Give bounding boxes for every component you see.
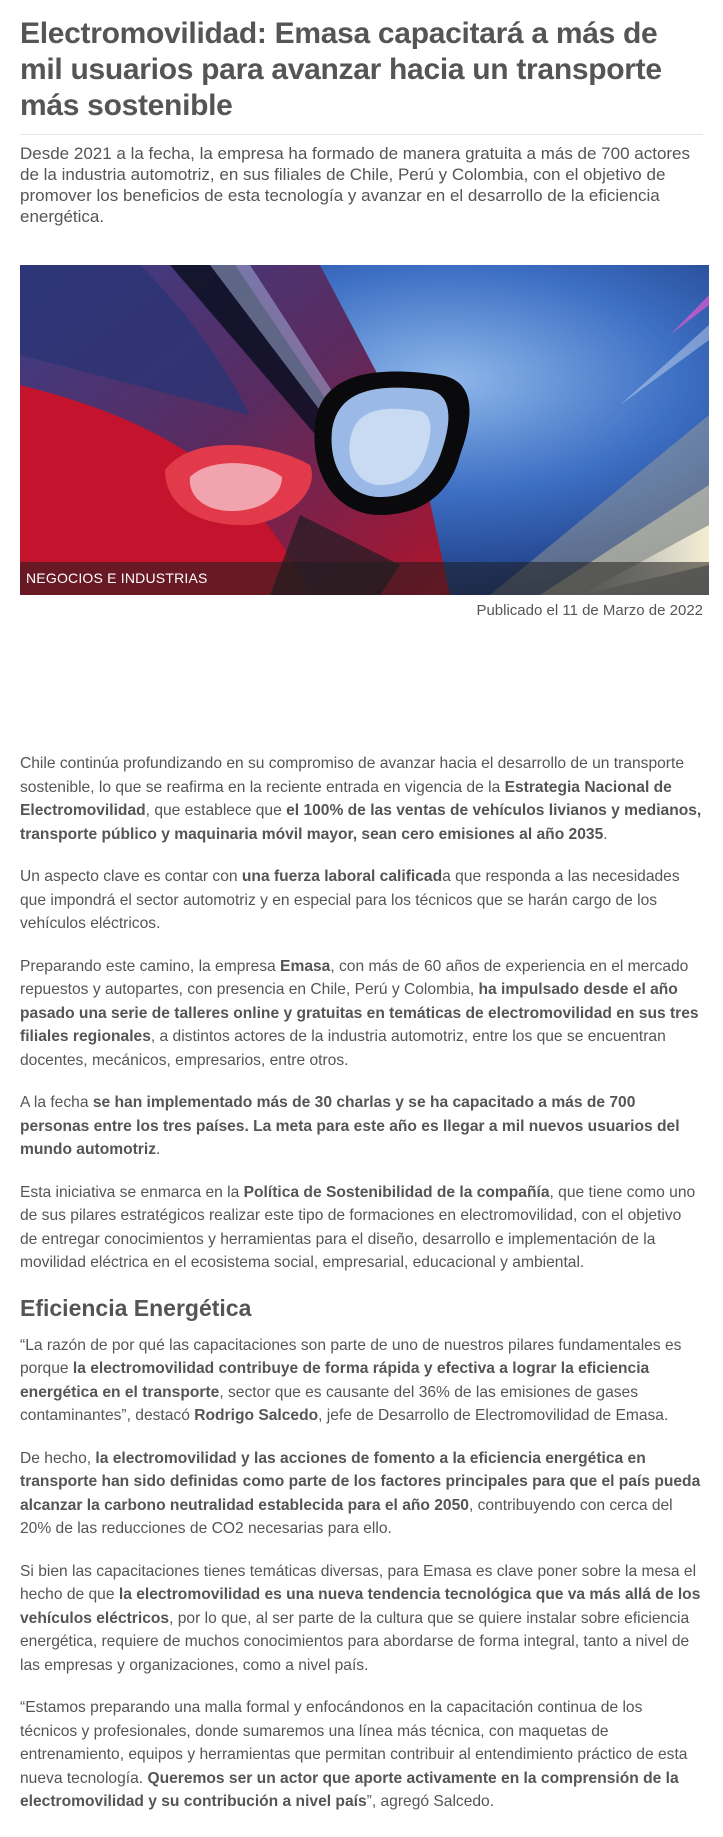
text: , contribuyendo con cerca del 20% de las reducciones de CO2 necesarias para ello. [20,1496,673,1537]
text: “Estamos preparando una malla formal y enfocándonos en la capacitación continua de los técnicos y profesionales, donde sumaremos una línea más técnica, con maquetas de entrenamiento, equipos y herramientas que permitan contribuir al entendimiento práctico de esta nueva tecnología. [20,1699,688,1787]
bold-text: Política de Sostenibilidad de la compañía [243,1183,550,1201]
bold-text: la electromovilidad es una nueva tendencia tecnológica que va más allá de los vehículos eléctricos [20,1586,701,1627]
text: Esta iniciativa se enmarca en la [20,1183,244,1201]
paragraphs-before [20,752,703,1275]
text: , jefe de Desarrollo de Electromovilidad de Emasa. [318,1407,669,1424]
article-body [20,752,703,1814]
paragraph [20,1447,703,1541]
category-label[interactable]: NEGOCIOS E INDUSTRIAS [20,562,709,595]
paragraphs-after [20,1334,703,1814]
text: , que tiene como uno de sus pilares estratégicos realizar este tipo de formaciones en electromovilidad, con el objetivo de entregar conocimientos y herramientas para el diseño, desarrollo e implementación de la movilidad eléctrica en el ecosistema social, empresarial, educacional y ambiental. [20,1183,696,1271]
paragraph [20,1560,703,1678]
paragraph [20,865,703,936]
paragraph [20,1181,703,1275]
text: Si bien las capacitaciones tienes temáticas diversas, para Emasa es clave poner sobre la mesa el hecho de que [20,1562,697,1603]
text: Chile continúa profundizando en su compromiso de avanzar hacia el desarrollo de un transporte sostenible, lo que se reafirma en la reciente entrada en vigencia de la [20,755,684,796]
bold-text: una fuerza laboral calificad [241,868,443,885]
paragraph [20,1696,703,1814]
published-date: Publicado el 11 de Marzo de 2022 [476,602,703,619]
paragraph [20,955,703,1073]
text: Un aspecto clave es contar con [20,868,242,885]
article-lead: Desde 2021 a la fecha, la empresa ha formado de manera gratuita a más de 700 actores de la industria automotriz, en sus filiales de Chile, Perú y Colombia, con el objetivo de promover los beneficios de esta tecnología y avanzar en el desarrollo de la eficiencia energética. [20,144,691,226]
text: , por lo que, al ser parte de la cultura que se quiere instalar sobre eficiencia energética, requiere de muchos conocimientos para abordarse de forma integral, tanto a nivel de las empresas y organizaciones, como a nivel país. [20,1609,690,1674]
bold-text: Emasa [280,957,331,975]
car-mirror-image [20,265,709,595]
text: A la fecha [20,1094,93,1111]
text: Preparando este camino, la empresa [20,957,281,975]
article-title: Electromovilidad: Emasa capacitará a más de mil usuarios para avanzar hacia un transporte más sostenible [20,16,703,135]
bold-text: Estrategia Nacional de Electromovilidad [20,778,672,819]
text: ”, agregó Salcedo. [366,1793,495,1810]
text: , que establece que [145,802,287,819]
bold-text: se han implementado más de 30 charlas y se ha capacitado a más de 700 personas entre los tres países. La meta para este año es llegar a mil nuevos usuarios del mundo automotriz [20,1094,680,1158]
paragraph [20,1334,703,1428]
bold-text: el 100% de las ventas de vehículos livianos y medianos, transporte público y maquinaria móvil mayor, sean cero emisiones al año 2035 [20,802,702,843]
bold-text: ha impulsado desde el año pasado una serie de talleres online y gratuitas en temáticas de electromovilidad en sus tres filiales regionales [20,981,699,1045]
section-heading: Eficiencia Energética [20,1294,252,1321]
text: . [156,1141,161,1158]
paragraph [20,752,703,846]
bold-text: Queremos ser un actor que aporte activamente en la comprensión de la electromovilidad y su contribución a nivel país [20,1769,679,1810]
bold-text: Rodrigo Salcedo [194,1407,319,1424]
paragraph [20,1091,703,1162]
text: De hecho, [20,1449,96,1467]
text: , con más de 60 años de experiencia en el mercado repuestos y autopartes, con presencia en Chile, Perú y Colombia, [20,957,689,998]
text: , a distintos actores de la industria automotriz, entre los que se encuentran docentes, mecánicos, empresarios, entre otros. [20,1028,666,1069]
text: , sector que es causante del 36% de las emisiones de gases contaminantes”, destacó [20,1383,639,1424]
text: “La razón de por qué las capacitaciones son parte de uno de nuestros pilares fundamentales es porque [20,1336,682,1377]
bold-text: la electromovilidad contribuye de forma rápida y efectiva a lograr la eficiencia energética en el transporte [20,1360,650,1401]
bold-text: la electromovilidad y las acciones de fomento a la eficiencia energética en transporte han sido definidas como parte de los factores principales para que el país pueda alcanzar la carbono neutralidad establecida para el año 2050 [20,1449,701,1514]
text: a que responda a las necesidades que impondrá el sector automotriz y en especial para los técnicos que se harán cargo de los vehículos eléctricos. [20,868,680,932]
hero-image[interactable] [20,265,709,595]
text: . [603,825,608,843]
